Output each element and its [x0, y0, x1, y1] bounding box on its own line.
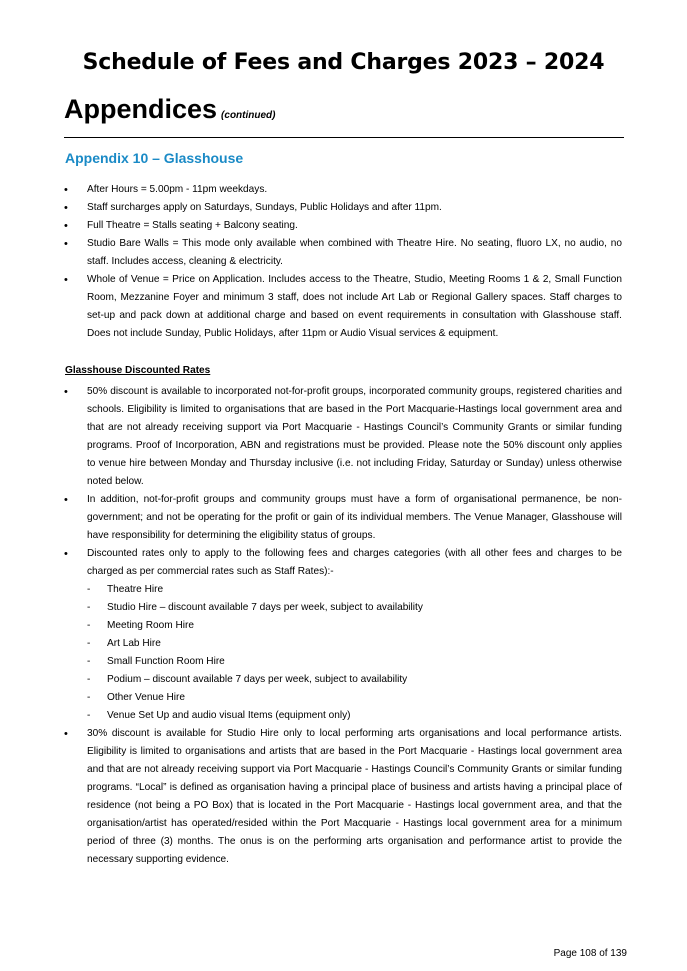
appendix-title: Appendix 10 – Glasshouse [65, 150, 244, 166]
discounted-rates-heading: Glasshouse Discounted Rates [65, 365, 211, 376]
list-item: • 50% discount is available to incorporated not-for-profit groups, incorporated community groups, registered charities and schools. Eligibility is limited to organisations that are based in the Port Macquarie-Hastings local government area and that are not already receiving support via Port Macquarie - Hastings Council’s Community Grants or similar funding programs. Proof of Incorporation, ABN and registrations must be provided. Please note the 50% discount only applies to venue hire between Monday and Thursday inclusive (i.e. not including Friday, Saturday or Sunday) unless otherwise noted below. [65, 383, 622, 491]
list-item: • In addition, not-for-profit groups and community groups must have a form of organisational permanence, be non-government; and not be operating for the profit or gain of its individual members. The Venue Manager, Glasshouse will have responsibility for determining the eligibility status of groups. [65, 491, 622, 545]
category-item: - Art Lab Hire [87, 635, 622, 653]
category-item: - Venue Set Up and audio visual Items (equipment only) [87, 707, 622, 725]
category-item: - Small Function Room Hire [87, 653, 622, 671]
list-item-text: Discounted rates only to apply to the following fees and charges categories (with all other fees and charges to be charged as per commercial rates such as Staff Rates):- [87, 548, 622, 577]
category-item: - Theatre Hire [87, 581, 622, 599]
list-item: • Full Theatre = Stalls seating + Balcony seating. [65, 217, 622, 235]
list-item: • Staff surcharges apply on Saturdays, Sundays, Public Holidays and after 11pm. [65, 199, 622, 217]
category-item: - Studio Hire – discount available 7 days per week, subject to availability [87, 599, 622, 617]
heading-divider [64, 137, 624, 138]
list-item [65, 545, 622, 725]
notes-list [65, 181, 622, 343]
list-item: • 30% discount is available for Studio Hire only to local performing arts organisations and local performance artists. Eligibility is limited to organisations and artists that are based in the Port Macquarie - Hastings local government area and that are not already receiving support via Port Macquarie - Hastings Council’s Community Grants or similar funding programs. “Local” is defined as organisation having a principal place of business and artists having a principal place of residence (not being a PO Box) that is located in the Port Macquarie - Hastings local government area, and that the organisation/artist has operated/resided within the Port Macquarie - Hastings local government area for a minimum period of three (3) months. The onus is on the performing arts organisation and performance artist to provide the necessary supporting evidence. [65, 725, 622, 869]
category-item: - Meeting Room Hire [87, 617, 622, 635]
list-item: • After Hours = 5.00pm - 11pm weekdays. [65, 181, 622, 199]
category-item: - Podium – discount available 7 days per week, subject to availability [87, 671, 622, 689]
page-number: Page 108 of 139 [553, 948, 627, 959]
discounted-rates-list [65, 383, 622, 869]
list-item: • Whole of Venue = Price on Application. Includes access to the Theatre, Studio, Meeting Rooms 1 & 2, Small Function Room, Mezzanine Foyer and minimum 3 staff, does not include Art Lab or Regional Gallery spaces. Staff charges to set-up and pack down at additional charge and based on event requirements in consultation with Glasshouse staff. Does not include Sunday, Public Holidays, after 11pm or Audio Visual services & equipment. [65, 271, 622, 343]
section-subtitle: (continued) [221, 110, 276, 121]
section-title: Appendices [64, 94, 218, 124]
list-item: • Studio Bare Walls = This mode only available when combined with Theatre Hire. No seating, fluoro LX, no audio, no staff. Includes access, cleaning & electricity. [65, 235, 622, 271]
discount-categories-list [87, 581, 622, 725]
category-item: - Other Venue Hire [87, 689, 622, 707]
document-title: Schedule of Fees and Charges 2023 – 2024 [82, 50, 605, 75]
section-heading [64, 94, 275, 125]
